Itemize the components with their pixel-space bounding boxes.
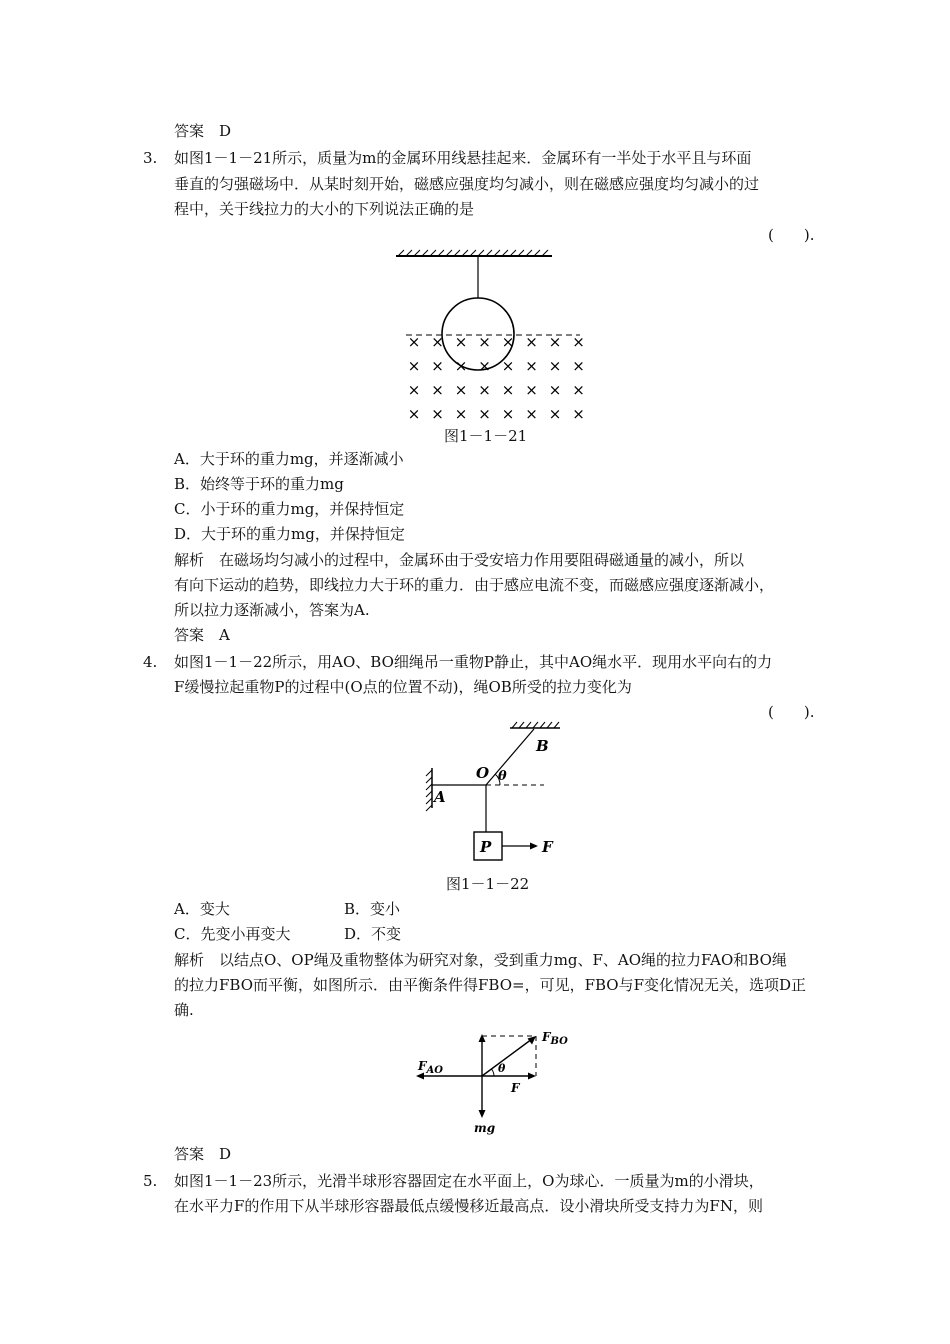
field-x-mark: × bbox=[478, 405, 491, 423]
fbo-label-sub: BO bbox=[550, 1036, 568, 1047]
fao-label-f: F bbox=[418, 1059, 427, 1073]
field-x-mark: × bbox=[525, 381, 538, 399]
field-x-mark: × bbox=[454, 405, 468, 423]
field-x-mark: × bbox=[431, 357, 444, 375]
q4-option-a: A．变大 bbox=[174, 900, 230, 918]
field-x-mark: × bbox=[501, 381, 515, 399]
field-x-mark: × bbox=[407, 357, 421, 375]
fbo-label-f: F bbox=[542, 1030, 551, 1044]
q3-analysis-1: 解析 在磁场均匀减小的过程中，金属环由于受安培力作用要阻碍磁通量的减小，所以 bbox=[174, 551, 745, 569]
field-x-mark: × bbox=[548, 405, 562, 423]
field-x-mark: × bbox=[478, 381, 491, 399]
field-x-mark: × bbox=[501, 405, 515, 423]
q4-number: 4. bbox=[143, 653, 158, 671]
field-x-mark: × bbox=[572, 333, 585, 351]
figure-ring-in-field bbox=[390, 248, 590, 423]
q3-line-1: 如图1－1－21所示，质量为m的金属环用线悬挂起来．金属环有一半处于水平且与环面 bbox=[174, 149, 752, 167]
q3-number: 3. bbox=[143, 149, 158, 167]
answer-prev: 答案 D bbox=[174, 122, 232, 140]
label-A: A bbox=[434, 788, 446, 806]
q4-line-1: 如图1－1－22所示，用AO、BO细绳吊一重物P静止，其中AO绳水平．现用水平向右的力 bbox=[174, 653, 773, 671]
q5-line-1: 如图1－1－23所示，光滑半球形容器固定在水平面上，O为球心．一质量为m的小滑块， bbox=[174, 1172, 764, 1190]
label-theta: θ bbox=[498, 769, 507, 784]
field-x-mark: × bbox=[548, 357, 562, 375]
force-mg-label: mg bbox=[474, 1121, 496, 1135]
field-x-mark: × bbox=[454, 357, 468, 375]
q3-line-2: 垂直的匀强磁场中．从某时刻开始，磁感应强度均匀减小，则在磁感应强度均匀减小的过 bbox=[174, 175, 760, 193]
field-x-mark: × bbox=[431, 381, 444, 399]
field-x-mark: × bbox=[454, 381, 468, 399]
q4-analysis-2: 的拉力FBO而平衡，如图所示．由平衡条件得FBO=，可见，FBO与F变化情况无关，选项D正 bbox=[174, 976, 807, 994]
field-x-mark: × bbox=[572, 381, 585, 399]
q4-figure-caption: 图1－1－22 bbox=[446, 875, 530, 893]
field-x-mark: × bbox=[501, 357, 515, 375]
q3-option-a: A．大于环的重力mg，并逐渐减小 bbox=[174, 450, 404, 468]
field-x-mark: × bbox=[431, 333, 444, 351]
field-x-mark: × bbox=[407, 333, 421, 351]
q4-line-2: F缓慢拉起重物P的过程中(O点的位置不动)，绳OB所受的拉力变化为 bbox=[174, 678, 632, 696]
label-P: P bbox=[480, 838, 492, 856]
q4-analysis-1: 解析 以结点O、OP绳及重物整体为研究对象，受到重力mg、F、AO绳的拉力FAO和BO绳 bbox=[174, 951, 787, 969]
q3-answer: 答案 A bbox=[174, 626, 230, 644]
fao-label-sub: AO bbox=[426, 1065, 444, 1076]
field-x-mark: × bbox=[525, 333, 538, 351]
q3-figure-caption: 图1－1－21 bbox=[444, 427, 528, 445]
q3-paren: ( ). bbox=[768, 226, 815, 244]
force-f-label: F bbox=[511, 1081, 520, 1095]
field-x-mark: × bbox=[431, 405, 444, 423]
figure-rope-system bbox=[420, 720, 570, 870]
field-x-mark: × bbox=[478, 357, 491, 375]
q3-option-d: D．大于环的重力mg，并保持恒定 bbox=[174, 525, 405, 543]
q3-analysis-3: 所以拉力逐渐减小，答案为A. bbox=[174, 601, 370, 619]
field-x-mark: × bbox=[501, 333, 515, 351]
q3-analysis-2: 有向下运动的趋势，即线拉力大于环的重力．由于感应电流不变，而磁感应强度逐渐减小， bbox=[174, 576, 775, 594]
field-x-mark: × bbox=[454, 333, 468, 351]
q5-number: 5. bbox=[143, 1172, 158, 1190]
q4-option-d: D．不变 bbox=[344, 925, 402, 943]
label-B: B bbox=[536, 737, 549, 755]
field-x-mark: × bbox=[548, 333, 562, 351]
svg-text:FAO bbox=[417, 1059, 443, 1076]
field-x-mark: × bbox=[572, 405, 585, 423]
field-x-mark: × bbox=[525, 405, 538, 423]
q4-answer: 答案 D bbox=[174, 1145, 232, 1163]
label-F: F bbox=[542, 838, 553, 856]
q3-option-b: B．始终等于环的重力mg bbox=[174, 475, 344, 493]
field-x-mark: × bbox=[478, 333, 491, 351]
figure-force-diagram bbox=[412, 1026, 582, 1138]
field-x-mark: × bbox=[407, 381, 421, 399]
field-x-mark: × bbox=[572, 357, 585, 375]
q4-option-b: B．变小 bbox=[344, 900, 401, 918]
q5-line-2: 在水平力F的作用下从半球形容器最低点缓慢移近最高点．设小滑块所受支持力为FN，则 bbox=[174, 1197, 763, 1215]
q4-option-c: C．先变小再变大 bbox=[174, 925, 291, 943]
field-x-mark: × bbox=[525, 357, 538, 375]
q3-line-3: 程中，关于线拉力的大小的下列说法正确的是 bbox=[174, 200, 475, 218]
svg-text:FBO bbox=[541, 1030, 568, 1047]
field-x-mark: × bbox=[407, 405, 421, 423]
q4-paren: ( ). bbox=[768, 703, 815, 721]
q4-analysis-3: 确. bbox=[174, 1001, 194, 1019]
field-x-mark: × bbox=[548, 381, 562, 399]
label-O: O bbox=[476, 764, 490, 782]
force-theta: θ bbox=[498, 1062, 506, 1075]
q3-option-c: C．小于环的重力mg，并保持恒定 bbox=[174, 500, 405, 518]
